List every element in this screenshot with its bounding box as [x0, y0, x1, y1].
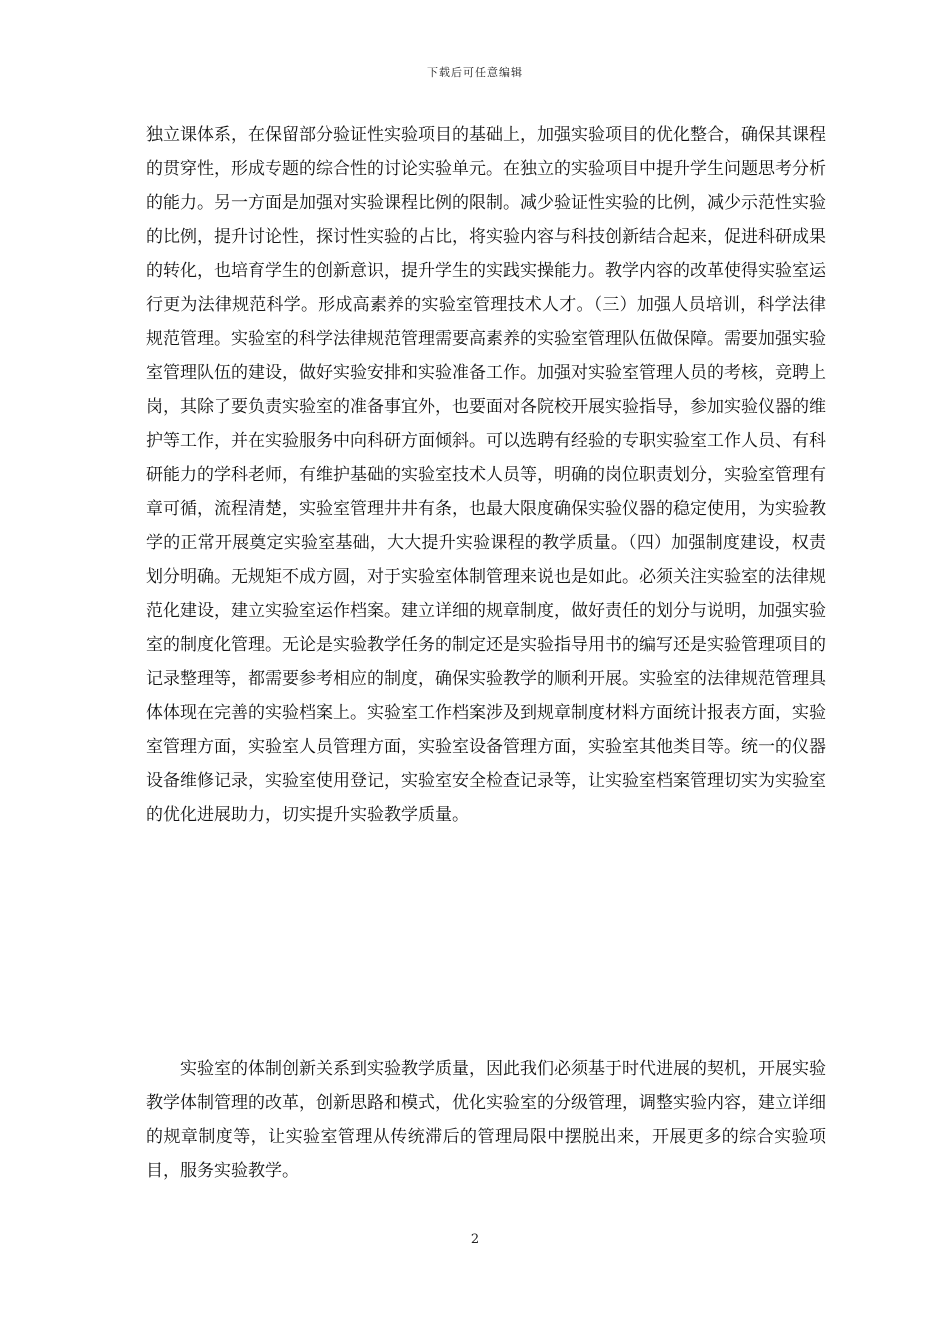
body-paragraph-2: 实验室的体制创新关系到实验教学质量，因此我们必须基于时代进展的契机，开展实验教学体制管理的改革，创新思路和模式，优化实验室的分级管理，调整实验内容，建立详细的规章制度等，让实验室管理从传统滞后的管理局限中摆脱出来，开展更多的综合实验项目，服务实验教学。 [146, 1059, 826, 1181]
body-paragraph-1: 独立课体系，在保留部分验证性实验项目的基础上，加强实验项目的优化整合，确保其课程的贯穿性，形成专题的综合性的讨论实验单元。在独立的实验项目中提升学生问题思考分析的能力。另一方面是加强对实验课程比例的限制。减少验证性实验的比例，减少示范性实验的比例，提升讨论性，探讨性实验的占比，将实验内容与科技创新结合起来，促进科研成果的转化，也培育学生的创新意识，提升学生的实践实操能力。教学内容的改革使得实验室运行更为法律规范科学。形成高素养的实验室管理技术人才。（三）加强人员培训，科学法律规范管理。实验室的科学法律规范管理需要高素养的实验室管理队伍做保障。需要加强实验室管理队伍的建设，做好实验安排和实验准备工作。加强对实验室管理人员的考核，竞聘上岗，其除了要负责实验室的准备事宜外，也要面对各院校开展实验指导，参加实验仪器的维护等工作，并在实验服务中向科研方面倾斜。可以选聘有经验的专职实验室工作人员、有科研能力的学科老师，有维护基础的实验室技术人员等，明确的岗位职责划分，实验室管理有章可循，流程清楚，实验室管理井井有条，也最大限度确保实验仪器的稳定使用，为实验教学的正常开展奠定实验室基础，大大提升实验课程的教学质量。（四）加强制度建设，权责划分明确。无规矩不成方圆，对于实验室体制管理来说也是如此。必须关注实验室的法律规范化建设，建立实验室运作档案。建立详细的规章制度，做好责任的划分与说明，加强实验室的制度化管理。无论是实验教学任务的制定还是实验指导用书的编写还是实验管理项目的记录整理等，都需要参考相应的制度，确保实验教学的顺利开展。实验室的法律规范管理具体体现在完善的实验档案上。实验室工作档案涉及到规章制度材料方面统计报表方面，实验室管理方面，实验室人员管理方面，实验室设备管理方面，实验室其他类目等。统一的仪器设备维修记录，实验室使用登记，实验室安全检查记录等，让实验室档案管理切实为实验室的优化进展助力，切实提升实验教学质量。 [146, 125, 826, 825]
page-number: 2 [470, 1232, 480, 1247]
page-header: 下载后可任意编辑 [427, 66, 523, 79]
